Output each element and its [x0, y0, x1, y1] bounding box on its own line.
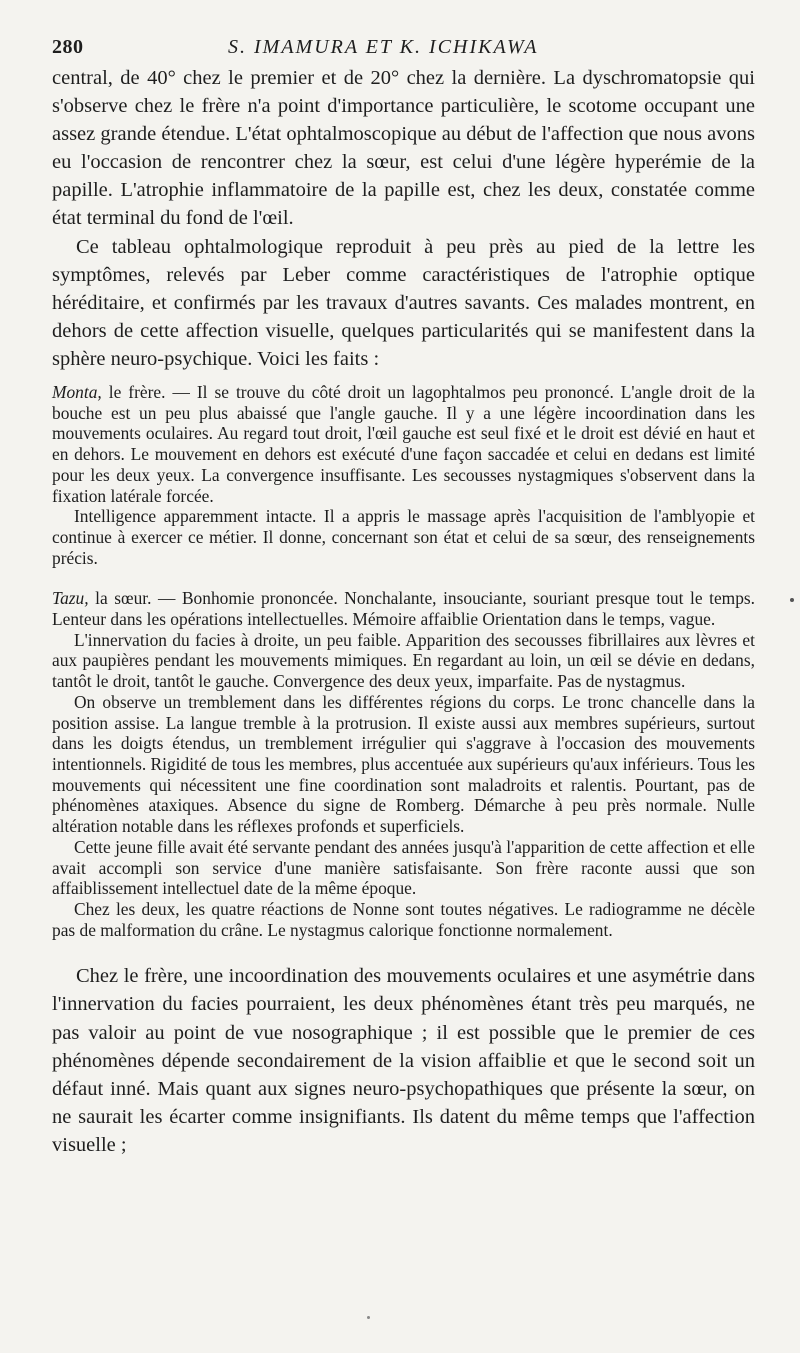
- paragraph-last: Chez le frère, une incoordination des mouvements oculaires et une asymétrie dans l'innervation du facies pourraient, les deux phénomènes étant très peu marqués, ne pas valoir au point de vue nosographique ; il est possible que le premier de ces phénomènes dépende secondairement de la vision affaiblie et que le second soit un défaut inné. Mais quant aux signes neuro-psychopathiques que présente la sœur, on ne saurait les écarter comme insignifiants. Ils datent du même temps que l'affection visuelle ;: [52, 965, 755, 1156]
- case-tazu: [52, 588, 755, 629]
- case-tazu-text: la sœur. — Bonhomie prononcée. Nonchalante, insouciante, souriant presque tout le temps. Lenteur dans les opérations intellectuelles. Mémoire affaiblie Orientation dans le temps, vague.: [52, 588, 755, 630]
- running-head: S. IMAMURA ET K. ICHIKAWA: [228, 36, 539, 58]
- case-monta-text: le frère. — Il se trouve du côté droit un lagophtalmos peu prononcé. L'angle droit de la bouche est un peu plus abaissé que l'angle gauche. Il y a une légère incoordination dans les mouvements oculaires. Au regard tout droit, l'œil gauche est seul fixé et le droit est dévié en haut et en dehors. Le mouvement en dehors est exécuté d'une façon saccadée et celui en dedans est limité pour les deux yeux. La convergence insuffisante. Les secousses nystagmiques s'observent dans la fixation latérale forcée.: [52, 382, 755, 506]
- case-tazu-paragraph-3: On observe un tremblement dans les différentes régions du corps. Le tronc chancelle dans la position assise. La langue tremble à la protrusion. Il existe aussi aux membres supérieurs, surtout dans les doigts étendus, un tremblement irrégulier qui s'aggrave à l'occasion des mouvements intentionnels. Rigidité de tous les membres, plus accentuée aux supérieurs qu'aux inférieurs. Tous les mouvements qui nécessitent une fine coordination sont maladroits et ralentis. Pourtant, pas de phénomènes ataxiques. Absence du signe de Romberg. Démarche à peu près normale. Nulle altération notable dans les réflexes profonds et superficiels.: [52, 691, 755, 837]
- page: [52, 36, 755, 1159]
- print-speck: [367, 1316, 370, 1319]
- page-number: 280: [52, 36, 84, 58]
- paragraph-1: central, de 40° chez le premier et de 20° chez la dernière. La dyschromatopsie qui s'observe chez le frère n'a point d'importance particulière, le scotome occupant une assez grande étendue. L'état ophtalmoscopique au début de l'affection que nous avons eu l'occasion de rencontrer chez la sœur, est celui d'une légère hyperémie de la papille. L'atrophie inflammatoire de la papille est, chez les deux, constatée comme état terminal du fond de l'œil.: [52, 67, 755, 230]
- case-name-tazu: Tazu,: [52, 588, 89, 609]
- case-monta-paragraph-2: Intelligence apparemment intacte. Il a appris le massage après l'acquisition de l'amblyopie et continue à exercer ce métier. Il donne, concernant son état et celui de sa sœur, des renseignements précis.: [52, 506, 755, 568]
- case-tazu-paragraph-2: L'innervation du facies à droite, un peu faible. Apparition des secousses fibrillaires aux lèvres et aux paupières pendant les mouvements mimiques. En regardant au loin, un œil se dévie en dedans, tantôt le droit, tantôt le gauche. Convergence des deux yeux, imparfaite. Pas de nystagmus.: [52, 629, 755, 692]
- case-name-monta: Monta,: [52, 382, 102, 403]
- page-header: [52, 36, 755, 60]
- case-tazu-paragraph-4: Cette jeune fille avait été servante pendant des années jusqu'à l'apparition de cette affection et elle avait accompli son service d'une manière satisfaisante. Son frère raconte aussi que son affaiblissement intellectuel date de la même époque.: [52, 836, 755, 899]
- case-tazu-paragraph-5: Chez les deux, les quatre réactions de Nonne sont toutes négatives. Le radiogramme ne décèle pas de malformation du crâne. Le nystagmus calorique fonctionne normalement.: [52, 898, 755, 940]
- case-monta: [52, 382, 755, 506]
- print-speck: [790, 598, 794, 602]
- paragraph-2: Ce tableau ophtalmologique reproduit à peu près au pied de la lettre les symptômes, relevés par Leber comme caractéristiques de l'atrophie optique héréditaire, et confirmés par les travaux d'autres savants. Ces malades montrent, en dehors de cette affection visuelle, quelques particularités qui se manifestent dans la sphère neuro-psychique. Voici les faits :: [52, 235, 755, 370]
